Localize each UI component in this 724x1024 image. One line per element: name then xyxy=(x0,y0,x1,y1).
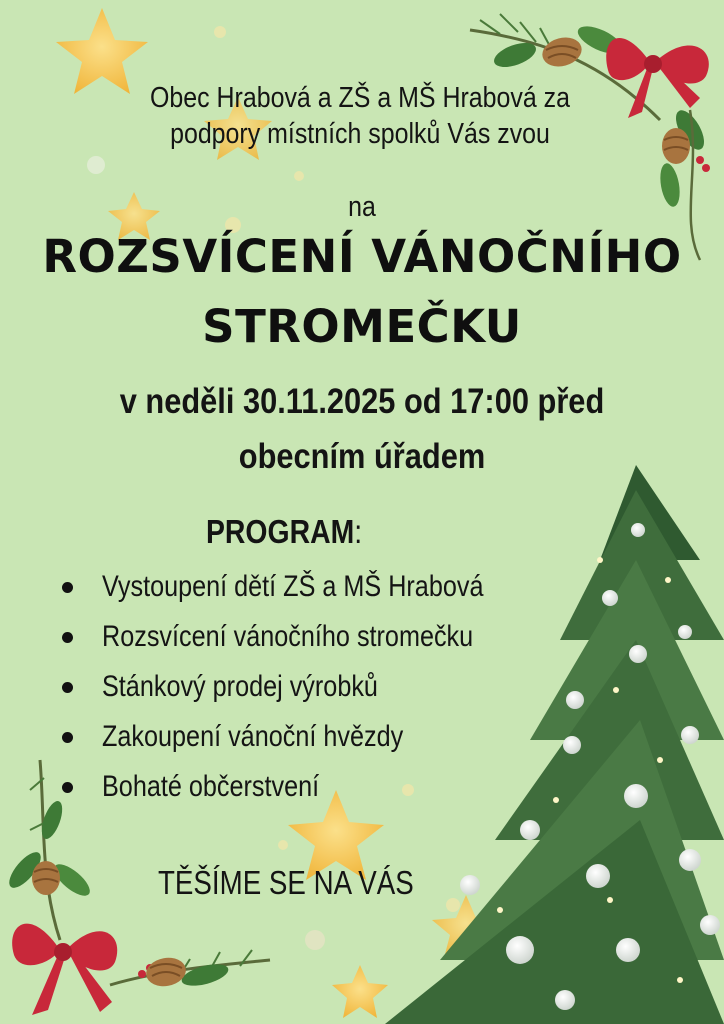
closing-line: TĚŠÍME SE NA VÁS xyxy=(158,864,414,901)
bullet-icon xyxy=(62,782,73,793)
bullet-icon xyxy=(62,582,73,593)
bullet-icon xyxy=(62,682,73,693)
event-title xyxy=(0,222,724,362)
intro-line-2: podpory místních spolků Vás zvou xyxy=(170,118,550,150)
list-item-text: Bohaté občerstvení xyxy=(102,770,320,803)
list-item-text: Vystoupení dětí ZŠ a MŠ Hrabová xyxy=(102,570,484,603)
bullet-icon xyxy=(62,632,73,643)
list-item-text: Stánkový prodej výrobků xyxy=(102,670,378,703)
intro-line-1: Obec Hrabová a ZŠ a MŠ Hrabová za xyxy=(149,82,571,114)
program-heading xyxy=(206,513,362,551)
program-heading-text: PROGRAM xyxy=(206,513,355,550)
event-date-place xyxy=(43,374,680,484)
list-item-text: Rozsvícení vánočního stromečku xyxy=(102,620,474,653)
intro-na: na xyxy=(348,191,376,223)
place-line: obecním úřadem xyxy=(238,437,486,476)
list-item-text: Zakoupení vánoční hvězdy xyxy=(102,720,404,753)
date-line: v neděli 30.11.2025 od 17:00 před xyxy=(119,382,605,421)
program-heading-colon: : xyxy=(354,513,363,550)
title-line-1: ROZSVÍCENÍ VÁNOČNÍHO xyxy=(42,230,682,283)
bullet-icon xyxy=(62,732,73,743)
title-line-2: STROMEČKU xyxy=(202,300,522,353)
invitation-intro xyxy=(102,80,618,152)
